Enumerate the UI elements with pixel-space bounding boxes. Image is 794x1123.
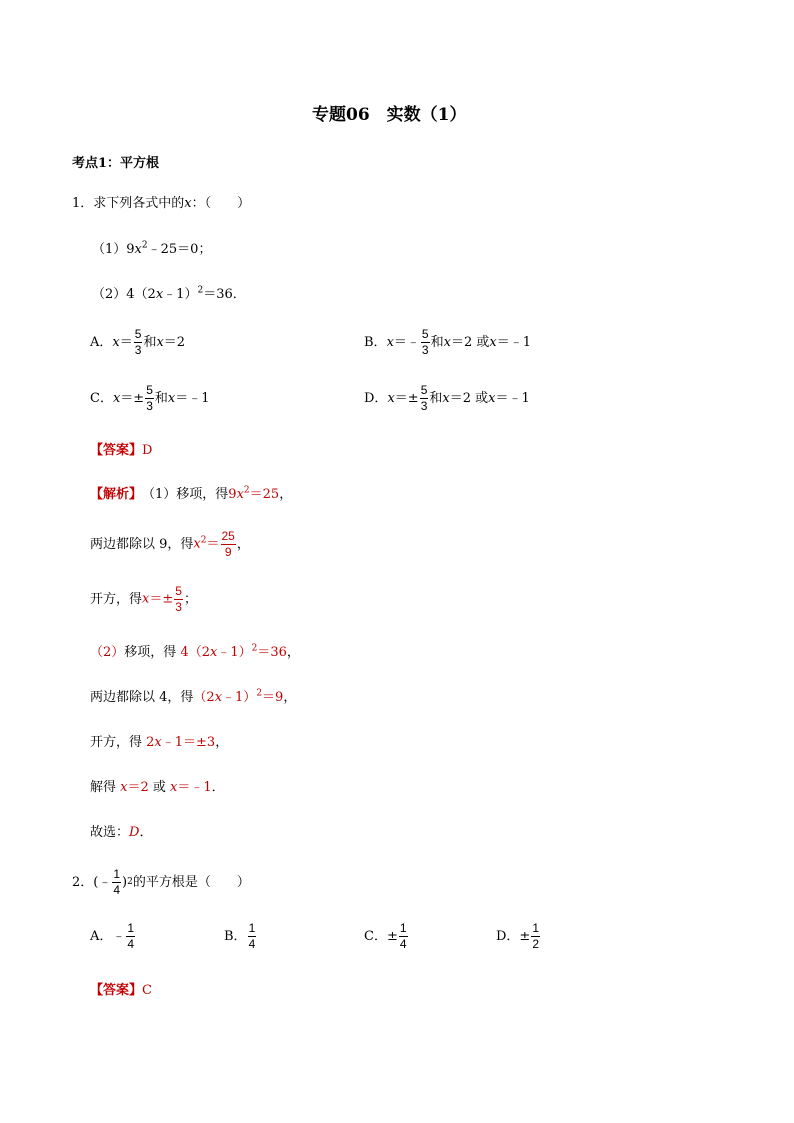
analysis-step-3: 开方，得 x＝± $\frac{5}{3}$ ； [90, 584, 197, 614]
question-1-option-c: C． x ＝± $\frac{5}{3}$ 和 x ＝﹣1 [90, 383, 210, 413]
question-2-option-b: B． $\frac{1}{4}$ [224, 921, 256, 951]
question-1-equation-1: $(1)9x^2﹣25=0$； [92, 240, 212, 257]
question-1-option-b: B． x ＝﹣ $\frac{5}{3}$ 和 x ＝2 或 x ＝﹣1 [364, 327, 531, 357]
section-heading: 考点1：平方根 [72, 156, 160, 171]
question-1-option-a: A． x ＝ $\frac{5}{3}$ 和 x ＝2 [90, 327, 186, 357]
question-1-equation-2: （2）4（2x﹣1）$^2$＝36． [92, 285, 246, 302]
question-2-option-c: C．± $\frac{1}{4}$ [364, 921, 407, 951]
analysis-step-4: （2）移项，得 4（2x﹣1）$^2$＝36， [90, 643, 300, 660]
analysis-step-6: 开方，得 2x﹣1＝±3， [90, 735, 229, 750]
analysis-step-7: 解得 x＝2 或 x＝﹣1． [90, 780, 225, 795]
analysis-step-2: 两边都除以 9，得 $x^2=$ $\frac{25}{9}$ ， [90, 529, 250, 559]
question-2-stem: 2．(﹣ $\frac{1}{4}$ ) 2 的平方根是（ ） [72, 867, 250, 897]
question-1-stem: 1．求下列各式中的x：（ ） [72, 196, 251, 211]
question-1-answer: 【答案】D [90, 443, 153, 458]
question-2-option-a: A．﹣ $\frac{1}{4}$ [90, 921, 135, 951]
analysis-step-8: 故选：D． [90, 825, 153, 840]
question-1-option-d: D． x ＝± $\frac{5}{3}$ 和 x ＝2 或 x ＝﹣1 [364, 383, 530, 413]
analysis-step-1: 【解析】 （1）移项，得 $9x^2=25$ ， [90, 485, 293, 502]
page-title: 专题06 实数（1） [312, 105, 467, 125]
analysis-step-5: 两边都除以 4，得（2x﹣1）$^2$＝9， [90, 688, 297, 705]
question-2-option-d: D．± $\frac{1}{2}$ [496, 921, 540, 951]
question-2-answer: 【答案】C [90, 983, 152, 998]
